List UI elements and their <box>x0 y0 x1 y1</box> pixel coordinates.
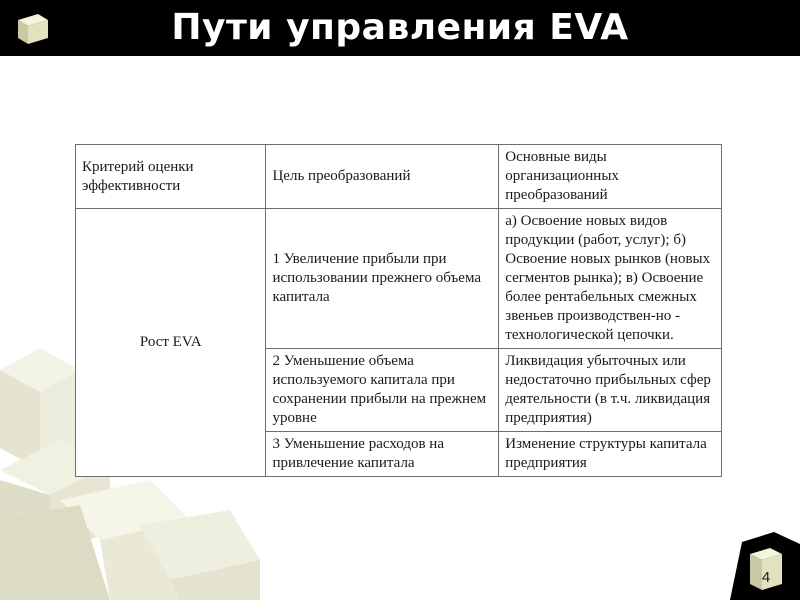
title-bar <box>0 0 800 56</box>
eva-management-table <box>75 144 722 477</box>
transformations-cell: а) Освоение новых видов продукции (работ, услуг); б) Освоение новых рынков (новых сегментов рынка); в) Освоение более рентабельных смежных звеньев производствен-но - технологической цепочки. <box>499 209 722 349</box>
table-row <box>76 209 722 349</box>
slide-title: Пути управления EVA <box>171 7 629 48</box>
goal-cell: 3 Уменьшение расходов на привлечение капитала <box>266 432 499 477</box>
header-goal: Цель преобразований <box>266 145 499 209</box>
goal-cell: 2 Уменьшение объема используемого капитала при сохранении прибыли на прежнем уровне <box>266 349 499 432</box>
goal-cell: 1 Увеличение прибыли при использовании прежнего объема капитала <box>266 209 499 349</box>
transformations-cell: Ликвидация убыточных или недостаточно прибыльных сфер деятельности (в т.ч. ликвидация предприятия) <box>499 349 722 432</box>
criterion-cell: Рост EVA <box>76 209 266 477</box>
header-criterion: Критерий оценки эффективности <box>76 145 266 209</box>
eva-table-container <box>75 144 722 477</box>
table-header-row <box>76 145 722 209</box>
transformations-cell: Изменение структуры капитала предприятия <box>499 432 722 477</box>
header-transformations: Основные виды организационных преобразований <box>499 145 722 209</box>
page-number: 4 <box>761 569 771 586</box>
